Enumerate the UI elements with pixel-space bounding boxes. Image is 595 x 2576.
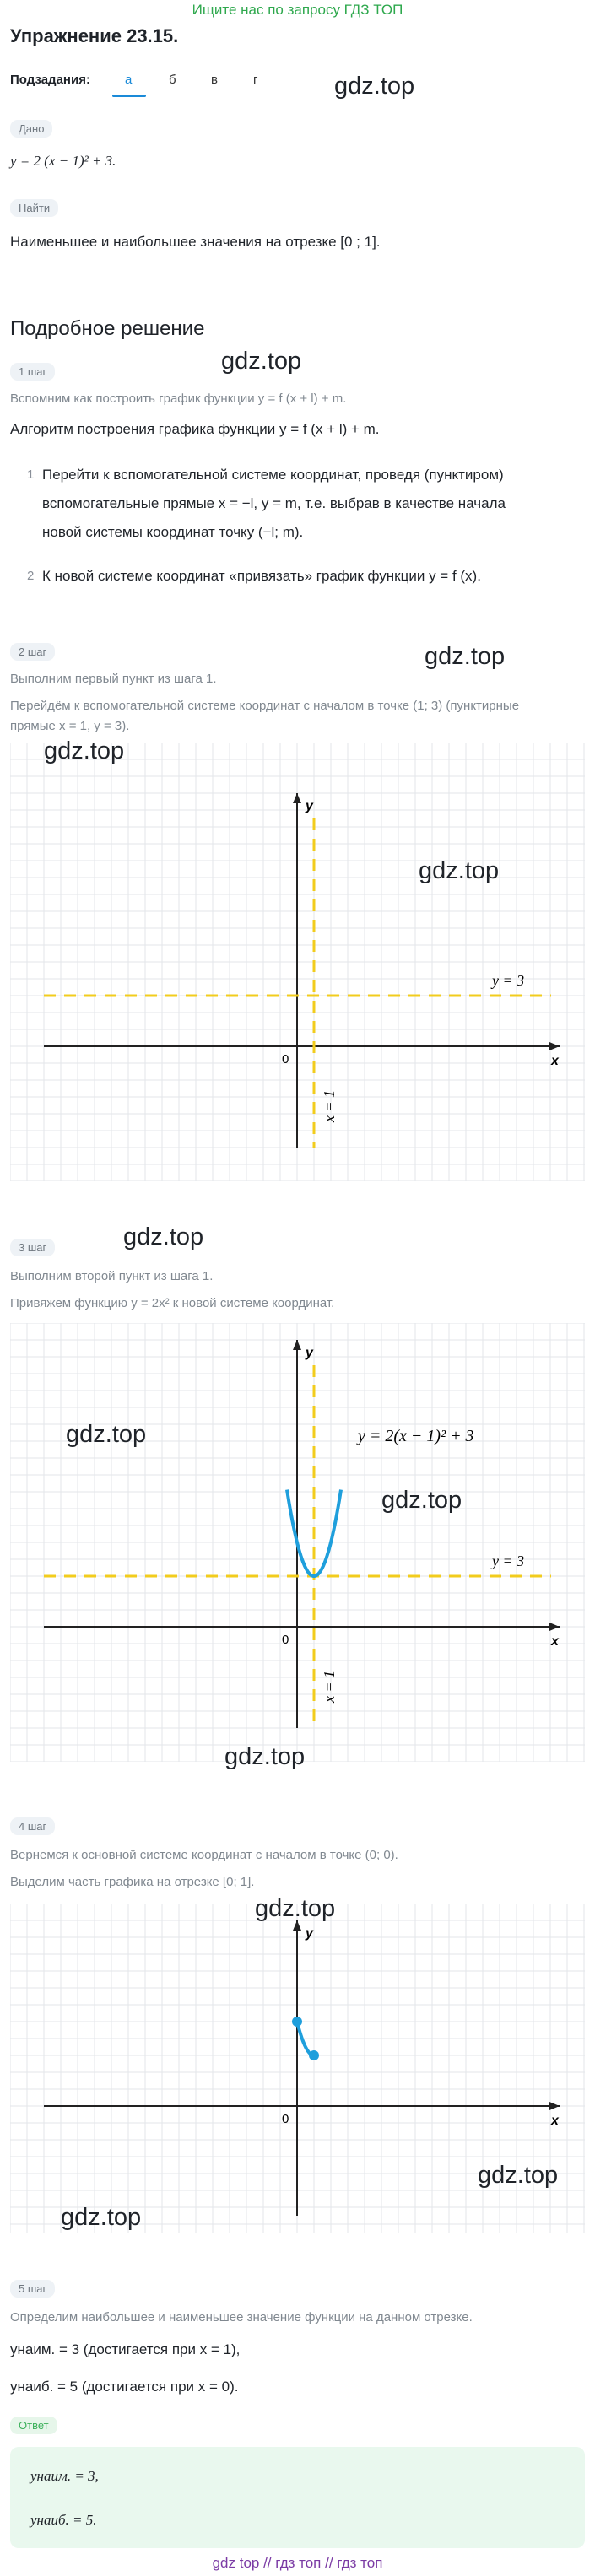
tab-v[interactable]: в	[211, 73, 218, 87]
find-badge: Найти	[10, 199, 58, 217]
watermark: gdz.top	[478, 2162, 559, 2189]
step2-line2: Перейдём к вспомогательной системе координат с началом в точке (1; 3) (пунктирные	[10, 699, 520, 713]
x-axis-label: x	[551, 1054, 559, 1068]
tab-b[interactable]: б	[169, 73, 176, 87]
solution-title: Подробное решение	[10, 317, 205, 340]
step1-intro: Вспомним как построить график функции y = f (x + l) + m.	[10, 392, 347, 406]
watermark: gdz.top	[123, 1223, 204, 1250]
step4-badge: 4 шаг	[10, 1817, 55, 1835]
x-axis-label: x	[551, 1634, 559, 1649]
page-title: Упражнение 23.15.	[10, 25, 179, 46]
find-text: Наименьшее и наибольшее значения на отрезке [0 ; 1].	[10, 234, 381, 250]
label-x1: x = 1	[321, 1089, 338, 1122]
step1-item-line: новой системы координат точку (−l; m).	[42, 524, 304, 540]
step1-item-line: вспомогательные прямые x = −l, y = m, т.е. выбрав в качестве начала	[42, 495, 506, 511]
step2-line1: Выполним первый пункт из шага 1.	[10, 672, 217, 686]
y-axis-label: y	[306, 1346, 313, 1360]
watermark: gdz.top	[44, 737, 125, 764]
watermark: gdz.top	[61, 2204, 142, 2231]
min-value: yнаим. = 3 (достигается при x = 1),	[10, 2341, 241, 2357]
step5-badge: 5 шаг	[10, 2280, 55, 2298]
endpoint-dot	[292, 2017, 302, 2027]
step1-item-line: Перейти к вспомогательной системе координат, проведя (пунктиром)	[42, 467, 504, 483]
parabola-label: y = 2(x − 1)² + 3	[358, 1427, 474, 1445]
step5-line1: Определим наибольшее и наименьшее значение функции на данном отрезке.	[10, 2310, 473, 2325]
origin-label: 0	[282, 1633, 289, 1647]
label-y3: y = 3	[492, 1553, 525, 1569]
label-y3: y = 3	[492, 972, 525, 989]
origin-label: 0	[282, 2112, 289, 2126]
graph-step2	[10, 743, 585, 1181]
step3-badge: 3 шаг	[10, 1239, 55, 1256]
step4-line2: Выделим часть графика на отрезке [0; 1].	[10, 1875, 255, 1889]
tab-a[interactable]: а	[125, 73, 133, 87]
active-tab-indicator	[112, 95, 146, 97]
answer-min: yнаим. = 3,	[30, 2468, 99, 2484]
endpoint-dot	[309, 2050, 319, 2060]
answer-badge: Ответ	[10, 2417, 57, 2434]
watermark: gdz.top	[255, 1895, 336, 1922]
step1-item-num: 2	[27, 569, 35, 583]
watermark: gdz.top	[224, 1743, 306, 1770]
step2-line3: прямые x = 1, y = 3).	[10, 719, 130, 733]
x-axis-label: x	[551, 2114, 559, 2128]
tab-g[interactable]: г	[253, 73, 258, 87]
step1-item-num: 1	[27, 467, 35, 482]
step3-line1: Выполним второй пункт из шага 1.	[10, 1269, 214, 1283]
given-badge: Дано	[10, 120, 52, 138]
step1-item-line: К новой системе координат «привязать» график функции y = f (x).	[42, 568, 481, 584]
watermark: gdz.top	[66, 1421, 147, 1448]
step3-line2: Привяжем функцию y = 2x² к новой системе координат.	[10, 1296, 335, 1310]
watermark: gdz.top	[419, 857, 500, 884]
y-axis-arrow	[293, 793, 301, 803]
origin-label: 0	[282, 1052, 289, 1067]
y-axis-label: y	[306, 799, 313, 813]
watermark: gdz.top	[334, 73, 415, 100]
step4-line1: Вернемся к основной системе координат с началом в точке (0; 0).	[10, 1848, 398, 1862]
y-axis-label: y	[306, 1926, 313, 1941]
step1-algo-title: Алгоритм построения графика функции y = f (x + l) + m.	[10, 421, 380, 437]
x-axis-arrow	[549, 1623, 560, 1631]
x-axis-arrow	[549, 1042, 560, 1050]
given-formula: y = 2 (x − 1)² + 3.	[10, 153, 116, 169]
answer-box	[10, 2447, 585, 2548]
step2-badge: 2 шаг	[10, 643, 55, 661]
watermark: gdz.top	[425, 643, 506, 670]
y-axis-arrow	[293, 1340, 301, 1350]
watermark: gdz.top	[381, 1487, 462, 1514]
max-value: yнаиб. = 5 (достигается при x = 0).	[10, 2379, 239, 2395]
footer-links[interactable]: gdz top // гдз топ // гдз топ	[212, 2555, 383, 2571]
subtasks-label: Подзадания:	[10, 73, 90, 87]
top-link[interactable]: Ищите нас по запросу ГДЗ ТОП	[192, 2, 403, 18]
step1-badge: 1 шаг	[10, 363, 55, 381]
label-x1: x = 1	[321, 1670, 338, 1703]
answer-max: yнаиб. = 5.	[30, 2512, 97, 2528]
watermark: gdz.top	[221, 348, 302, 375]
graph-step3	[10, 1323, 585, 1762]
x-axis-arrow	[549, 2102, 560, 2110]
